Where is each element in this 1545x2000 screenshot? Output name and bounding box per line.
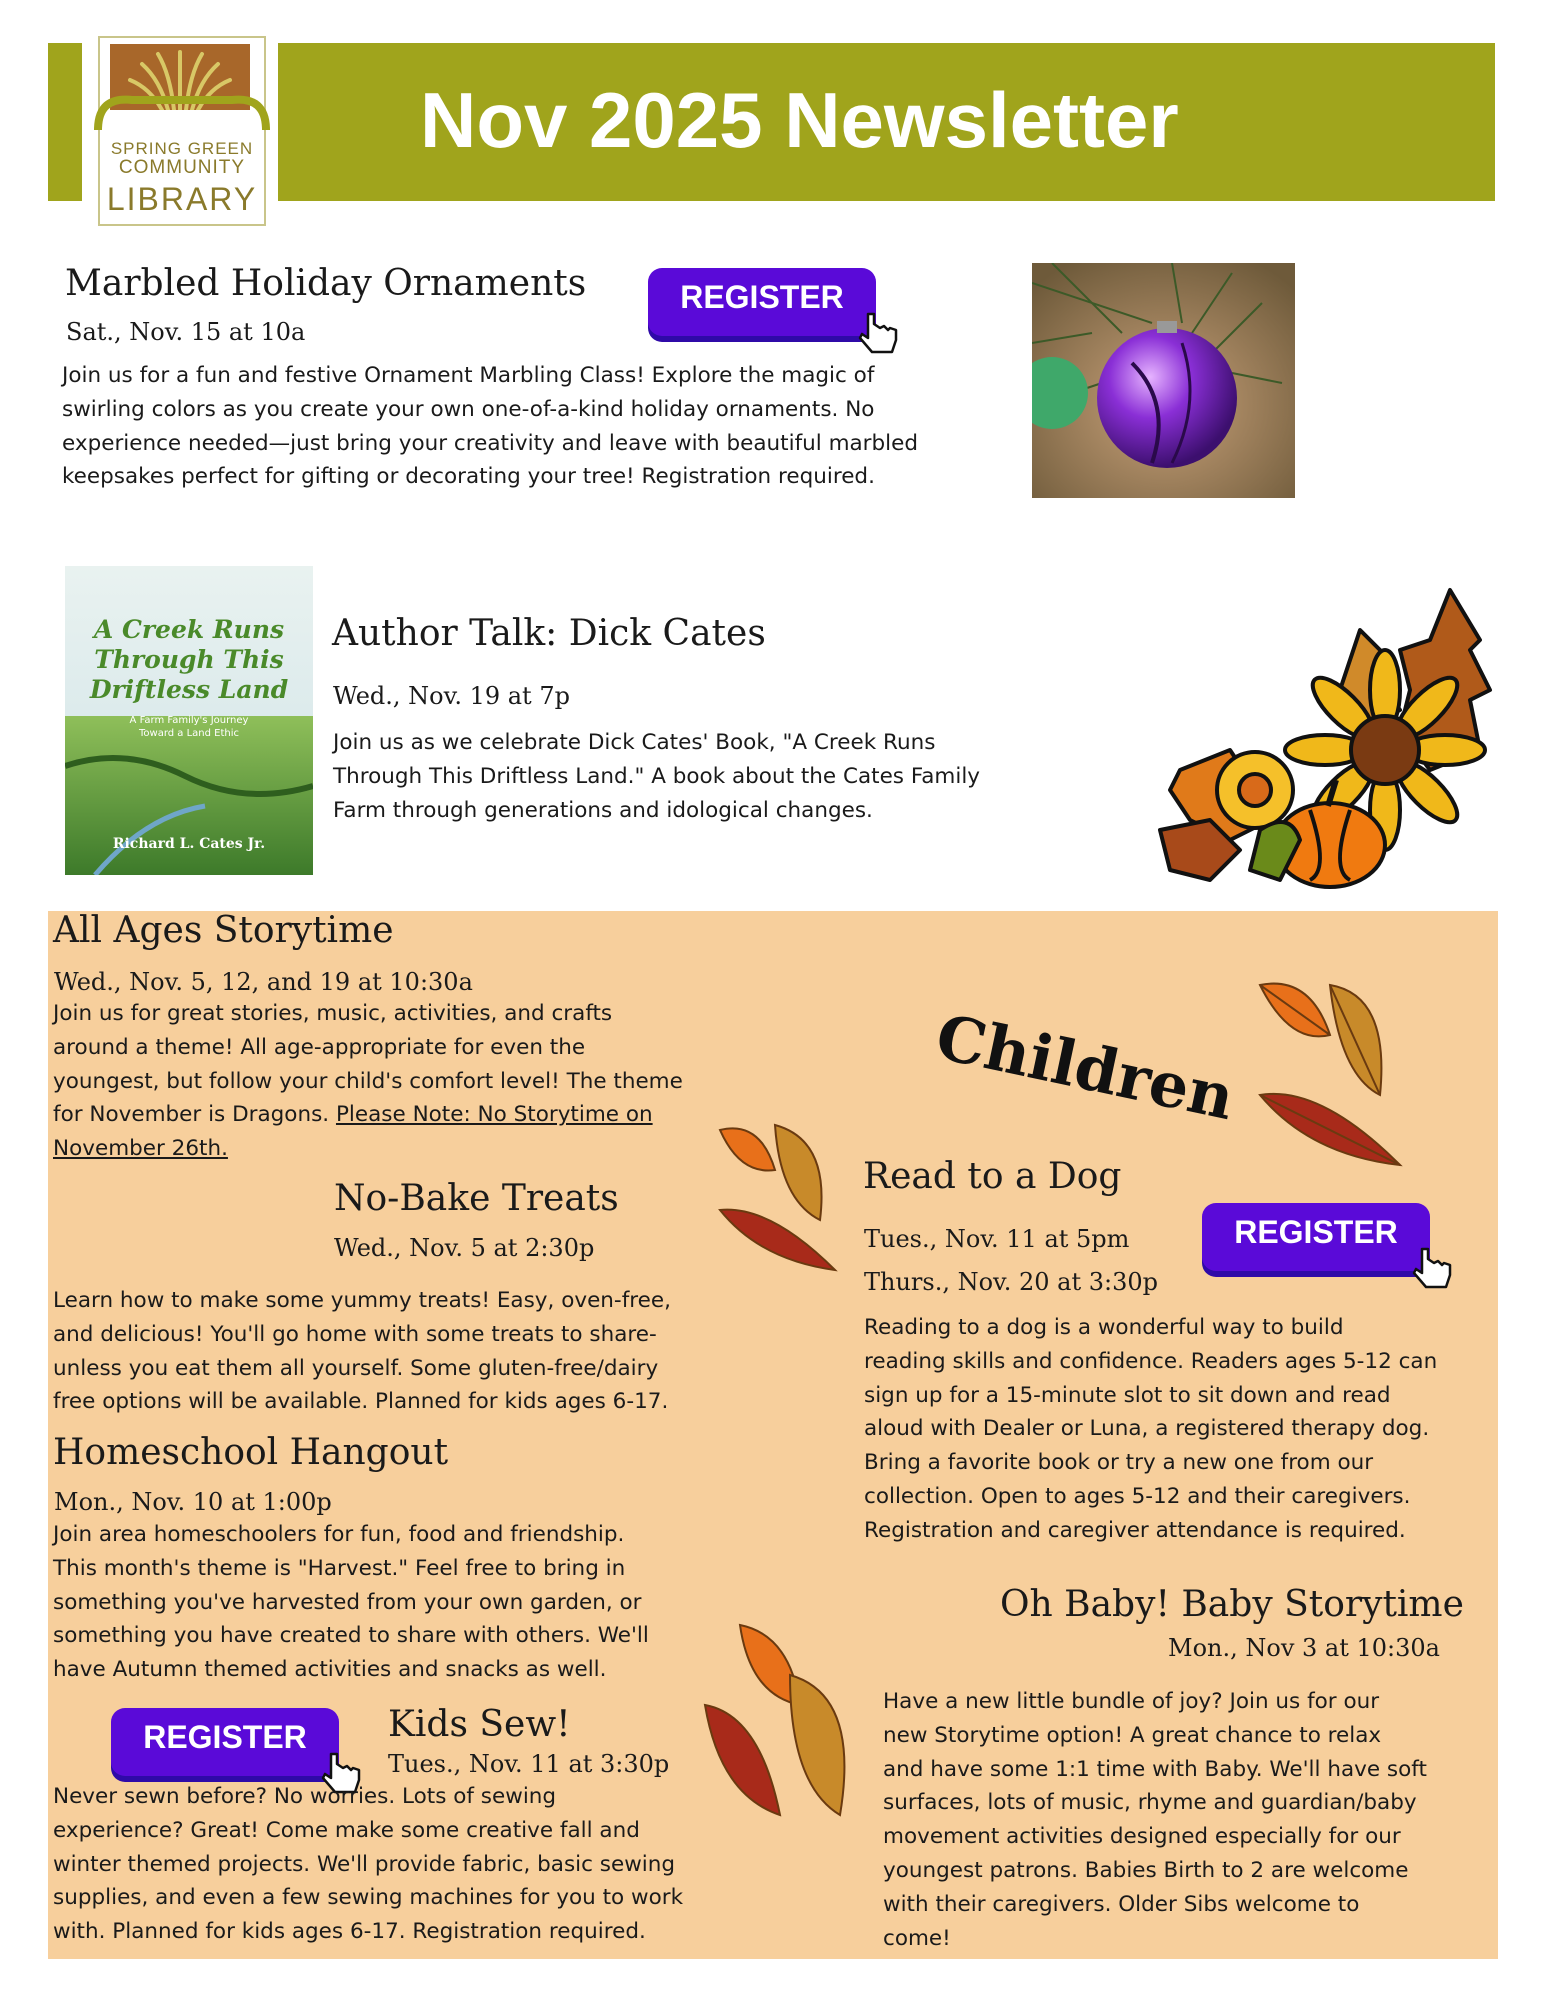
register-button-ornaments[interactable] bbox=[648, 268, 876, 336]
desc-line: experience? Great! Come make some creative fall and bbox=[53, 1817, 640, 1843]
desc-line: and have some 1:1 time with Baby. We'll have soft bbox=[883, 1756, 1427, 1782]
desc-line: Join us for a fun and festive Ornament Marbling Class! Explore the magic of bbox=[62, 363, 875, 388]
register-button-kids-sew[interactable] bbox=[111, 1708, 339, 1776]
desc-line: Bring a favorite book or try a new one from our bbox=[864, 1450, 1374, 1476]
logo-text-line1: SPRING GREEN bbox=[110, 139, 254, 158]
desc-line: Join us as we celebrate Dick Cates' Book, "A Creek Runs bbox=[333, 730, 936, 755]
desc-line: something you have created to share with others. We'll bbox=[53, 1623, 649, 1649]
desc-line: with. Planned for kids ages 6-17. Registration required. bbox=[53, 1919, 646, 1945]
pointer-hand-icon bbox=[1412, 1245, 1456, 1289]
desc-line: supplies, and even a few sewing machines for you to work bbox=[53, 1885, 684, 1911]
logo-text-line2: COMMUNITY bbox=[118, 157, 246, 178]
children-heading: Children bbox=[929, 1000, 1241, 1135]
baby-storytime-description bbox=[883, 1685, 1483, 1955]
book-cover-subtitle bbox=[65, 714, 313, 740]
desc-line: experience needed—just bring your creativity and leave with beautiful marbled bbox=[62, 430, 919, 456]
desc-line: around a theme! All age-appropriate for even the bbox=[53, 1034, 586, 1060]
desc-line: Registration and caregiver attendance is required. bbox=[864, 1517, 1406, 1543]
desc-line: reading skills and confidence. Readers ages 5-12 can bbox=[864, 1348, 1438, 1374]
no-bake-date: Wed., Nov. 5 at 2:30p bbox=[334, 1234, 595, 1262]
homeschool-description bbox=[53, 1518, 753, 1687]
baby-storytime-title: Oh Baby! Baby Storytime bbox=[1000, 1584, 1464, 1625]
author-talk-date: Wed., Nov. 19 at 7p bbox=[333, 682, 570, 710]
sunflower-pumpkin-illustration bbox=[1150, 580, 1505, 890]
desc-line: winter themed projects. We'll provide fabric, basic sewing bbox=[53, 1851, 676, 1877]
storytime-title: All Ages Storytime bbox=[53, 910, 394, 951]
desc-text: for November is Dragons. bbox=[53, 1102, 336, 1128]
desc-line: come! bbox=[883, 1925, 951, 1951]
author-talk-description bbox=[333, 726, 1113, 827]
desc-line: new Storytime option! A great chance to relax bbox=[883, 1722, 1382, 1748]
storytime-description bbox=[53, 997, 753, 1166]
desc-line: something you've harvested from your own garden, or bbox=[53, 1589, 642, 1615]
storytime-note: Please Note: No Storytime on bbox=[335, 1102, 653, 1128]
newsletter-title: Nov 2025 Newsletter bbox=[420, 76, 1179, 164]
ornament-photo bbox=[1032, 263, 1295, 498]
register-button-read-dog[interactable] bbox=[1202, 1203, 1430, 1271]
book-cover-author: Richard L. Cates Jr. bbox=[112, 836, 266, 852]
ornaments-title: Marbled Holiday Ornaments bbox=[65, 263, 587, 304]
desc-line: Reading to a dog is a wonderful way to build bbox=[864, 1315, 1344, 1340]
read-dog-title: Read to a Dog bbox=[863, 1156, 1122, 1197]
autumn-leaves-icon bbox=[1250, 965, 1420, 1175]
read-dog-description bbox=[864, 1311, 1504, 1548]
book-cover-title bbox=[65, 615, 313, 705]
author-talk-title: Author Talk: Dick Cates bbox=[332, 613, 766, 654]
read-dog-date-1: Tues., Nov. 11 at 5pm bbox=[864, 1225, 1130, 1253]
no-bake-description bbox=[53, 1284, 773, 1419]
logo-text-line3: LIBRARY bbox=[106, 181, 258, 217]
register-button-label: REGISTER bbox=[143, 1719, 307, 1755]
desc-line: collection. Open to ages 5-12 and their caregivers. bbox=[864, 1483, 1411, 1509]
desc-line: have Autumn themed activities and snacks as well. bbox=[53, 1657, 607, 1683]
desc-line: keepsakes perfect for gifting or decorating your tree! Registration required. bbox=[62, 464, 875, 490]
desc-line: unless you eat them all yourself. Some gluten-free/dairy bbox=[53, 1355, 659, 1381]
book-subtitle-line: A Farm Family's Journey bbox=[129, 715, 249, 726]
homeschool-date: Mon., Nov. 10 at 1:00p bbox=[54, 1488, 332, 1516]
desc-line: movement activities designed especially for our bbox=[883, 1824, 1401, 1850]
register-button-label: REGISTER bbox=[680, 279, 844, 315]
desc-line: and delicious! You'll go home with some treats to share- bbox=[53, 1321, 657, 1347]
desc-line: swirling colors as you create your own one-of-a-kind holiday ornaments. No bbox=[62, 396, 875, 422]
desc-line: Farm through generations and idological changes. bbox=[333, 797, 873, 823]
desc-line: Through This Driftless Land." A book about the Cates Family bbox=[333, 763, 981, 789]
desc-line: Join us for great stories, music, activities, and crafts bbox=[53, 1001, 613, 1026]
desc-line: aloud with Dealer or Luna, a registered therapy dog. bbox=[864, 1416, 1430, 1442]
kids-sew-title: Kids Sew! bbox=[388, 1704, 571, 1745]
register-button-label: REGISTER bbox=[1234, 1214, 1398, 1250]
desc-line: youngest, but follow your child's comfort level! The theme bbox=[53, 1068, 683, 1094]
book-title-line: A Creek Runs bbox=[93, 615, 285, 644]
book-title-line: Driftless Land bbox=[89, 675, 289, 704]
desc-line bbox=[53, 1098, 753, 1132]
desc-line: with their caregivers. Older Sibs welcome to bbox=[883, 1891, 1360, 1917]
ornaments-date: Sat., Nov. 15 at 10a bbox=[66, 318, 306, 346]
desc-line: youngest patrons. Babies Birth to 2 are welcome bbox=[883, 1857, 1409, 1883]
kids-sew-date: Tues., Nov. 11 at 3:30p bbox=[388, 1750, 670, 1778]
desc-line: Learn how to make some yummy treats! Easy, oven-free, bbox=[53, 1288, 671, 1313]
book-subtitle-line: Toward a Land Ethic bbox=[138, 728, 240, 739]
pointer-hand-icon bbox=[858, 310, 902, 354]
logo-arch-icon bbox=[92, 86, 272, 136]
desc-line: Never sewn before? No worries. Lots of sewing bbox=[53, 1784, 557, 1809]
desc-line: surfaces, lots of music, rhyme and guardian/baby bbox=[883, 1790, 1417, 1816]
desc-line: Join area homeschoolers for fun, food and friendship. bbox=[53, 1522, 625, 1547]
desc-line: Have a new little bundle of joy? Join us for our bbox=[883, 1689, 1380, 1714]
storytime-date: Wed., Nov. 5, 12, and 19 at 10:30a bbox=[54, 968, 473, 996]
read-dog-date-2: Thurs., Nov. 20 at 3:30p bbox=[864, 1268, 1159, 1296]
kids-sew-description bbox=[53, 1780, 773, 1949]
desc-line: free options will be available. Planned for kids ages 6-17. bbox=[53, 1389, 669, 1415]
ornaments-description bbox=[62, 359, 1042, 494]
desc-line: sign up for a 15-minute slot to sit down and read bbox=[864, 1382, 1391, 1408]
homeschool-title: Homeschool Hangout bbox=[53, 1432, 449, 1473]
header-accent-stripe bbox=[48, 43, 82, 201]
baby-storytime-date: Mon., Nov 3 at 10:30a bbox=[1168, 1634, 1440, 1662]
storytime-note: November 26th. bbox=[53, 1136, 228, 1162]
book-title-line: Through This bbox=[94, 645, 284, 674]
no-bake-title: No-Bake Treats bbox=[334, 1178, 619, 1219]
desc-line: This month's theme is "Harvest." Feel free to bring in bbox=[53, 1555, 626, 1581]
